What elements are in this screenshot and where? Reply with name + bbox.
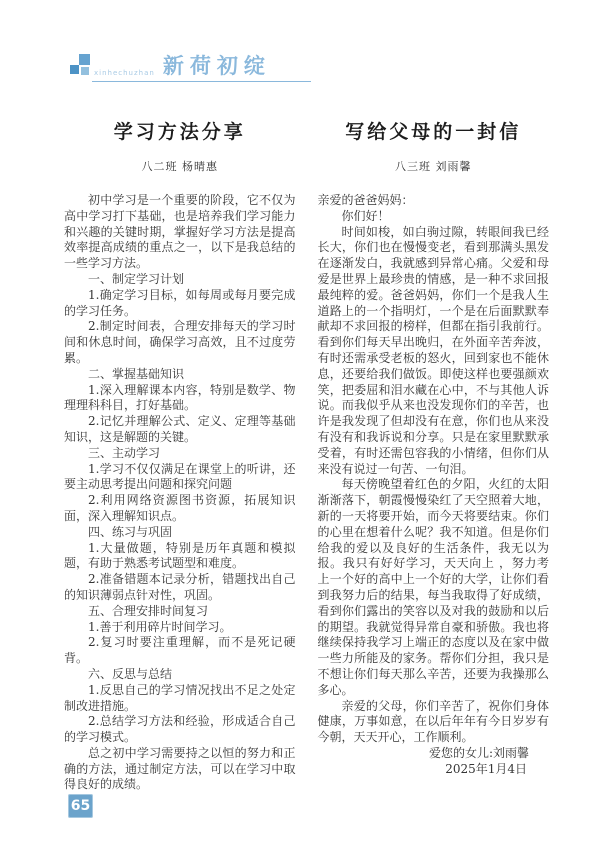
paragraph: 2.复习时要注重理解，而不是死记硬背。: [64, 635, 296, 666]
paragraph: 1.善于利用碎片时间学习。: [88, 619, 232, 634]
logo-square-icon: [70, 65, 79, 74]
brand-block: [92, 54, 311, 82]
paragraph: 2.总结学习方法和经验，形成适合自己的学习模式。: [64, 714, 296, 745]
paragraph: 时间如梭，如白驹过隙，转眼间我已经长大，你们也在慢慢变老，看到那满头黑发在逐渐发白，我就感到异常心痛。父爱和母爱是世界上最珍贵的情感，是一种不求回报最纯粹的爱。爸爸妈妈，你们一个是我人生道路上的一个指明灯，一个是在后面默默奉献却不求回报的榜样，但都在指引我前行。看到你们每天早出晚归，在外面辛苦奔波，有时还需承受老板的怒火，回到家也不能休息，还要给我们做饭。即使这样也要强颜欢笑，把委屈和泪水藏在心中，不与其他人诉说。而我似乎从来也没发现你们的辛苦，也许是我发现了但却没有在意，你们也从来没有没有和我诉说和分享。只是在家里默默承受着，有时还需包容我的小情绪，但你们从来没有说过一句苦、一句泪。: [317, 224, 549, 476]
article-title: 学习方法分享: [113, 121, 246, 143]
paragraph: 2.利用网络资源图书资源，拓展知识面，深入理解知识点。: [64, 493, 296, 523]
paragraph: 六、反思与总结: [88, 666, 173, 681]
paragraph: 2.准备错题本记录分析，错题找出自己的知识薄弱点针对性，巩固。: [64, 572, 296, 602]
paragraph: 四、练习与巩固: [88, 524, 173, 539]
paragraph: 1.深入理解课本内容，特别是数学、物理理科科目，打好基础。: [64, 382, 296, 413]
letter-salutation: 亲爱的爸爸妈妈：: [317, 193, 414, 207]
letter-paragraphs: [318, 225, 550, 746]
article-title: 写给父母的一封信: [345, 121, 522, 143]
brand-romanized: xinhechuzhan: [94, 69, 155, 77]
logo-square-icon: [81, 67, 89, 75]
article-body: [318, 193, 550, 777]
article-learning-methods: [64, 104, 296, 793]
article-columns: [64, 104, 549, 793]
brand-logo-icon: [70, 52, 92, 82]
page-header: [70, 52, 311, 82]
paragraph: 初中学习是一个重要的阶段，它不仅为高中学习打下基础，也是培养我们学习能力和兴趣的关键时期，掌握好学习方法是提高效率提高成绩的重点之一，以下是我总结的一些学习方法。: [64, 193, 296, 271]
paragraph: 1.大量做题，特别是历年真题和模拟题，有助于熟悉考试题型和难度。: [64, 540, 296, 571]
article-author: 八二班 杨晴惠: [141, 160, 218, 173]
paragraph: 一、制定学习计划: [88, 271, 185, 286]
letter-signature: 爱您的女儿:刘雨馨: [428, 745, 529, 760]
paragraph: 2.制定时间表，合理安排每天的学习时间和休息时间，确保学习高效，且不过度劳累。: [64, 319, 296, 365]
brand-title: 新荷初绽: [162, 54, 271, 78]
paragraph: 每天傍晚望着红色的夕阳，火红的太阳渐渐落下，朝霞慢慢染红了天空照着大地，新的一天将要开始，而今天将要结束。你们的心里在想着什么呢？我不知道。但是你们给我的爱以及良好的生活条件，我无以为报。我只有好好学习，天天向上 ，努力考上一个好的高中上一个好的大学，让你们看到我努力后的结果，每当我取得了好成绩，看到你们露出的笑容以及对我的鼓励和以后的期望。我就觉得异常自豪和骄傲。我也将继续保持我学习上端正的态度以及在家中做一些力所能及的家务。帮你们分担，我只是不想让你们每天那么辛苦，还要为我操那么多心。: [317, 477, 549, 697]
paragraph: 二、掌握基础知识: [88, 366, 185, 381]
page-number-badge: 65: [68, 794, 93, 818]
paragraph: 亲爱的父母，你们辛苦了，祝你们身体健康，万事如意，在以后年年有今日岁岁有今朝，天天开心，工作顺利。: [317, 698, 549, 745]
letter-date: 2025年1月4日: [445, 761, 527, 776]
logo-square-icon: [79, 54, 90, 65]
paragraph: 五、合理安排时间复习: [88, 603, 209, 618]
paragraph: 总之初中学习需要持之以恒的努力和正确的方法，通过制定方法，可以在学习中取得良好的成绩。: [64, 745, 296, 792]
paragraph: 2.记忆并理解公式、定义、定理等基础知识，这是解题的关键。: [64, 414, 296, 444]
article-author: 八三班 刘雨馨: [395, 160, 472, 173]
paragraph: 1.学习不仅仅满足在课堂上的听讲，还要主动思考提出问题和探究问题: [64, 461, 296, 492]
article-body: [64, 193, 296, 793]
article-letter-to-parents: [318, 104, 550, 793]
letter-greeting: 你们好！: [341, 208, 390, 223]
paragraph: 三、主动学习: [88, 445, 161, 460]
paragraph: 1.反思自己的学习情况找出不足之处定制改进措施。: [64, 682, 296, 713]
paragraph: 1.确定学习目标，如每周或每月要完成的学习任务。: [64, 287, 296, 318]
